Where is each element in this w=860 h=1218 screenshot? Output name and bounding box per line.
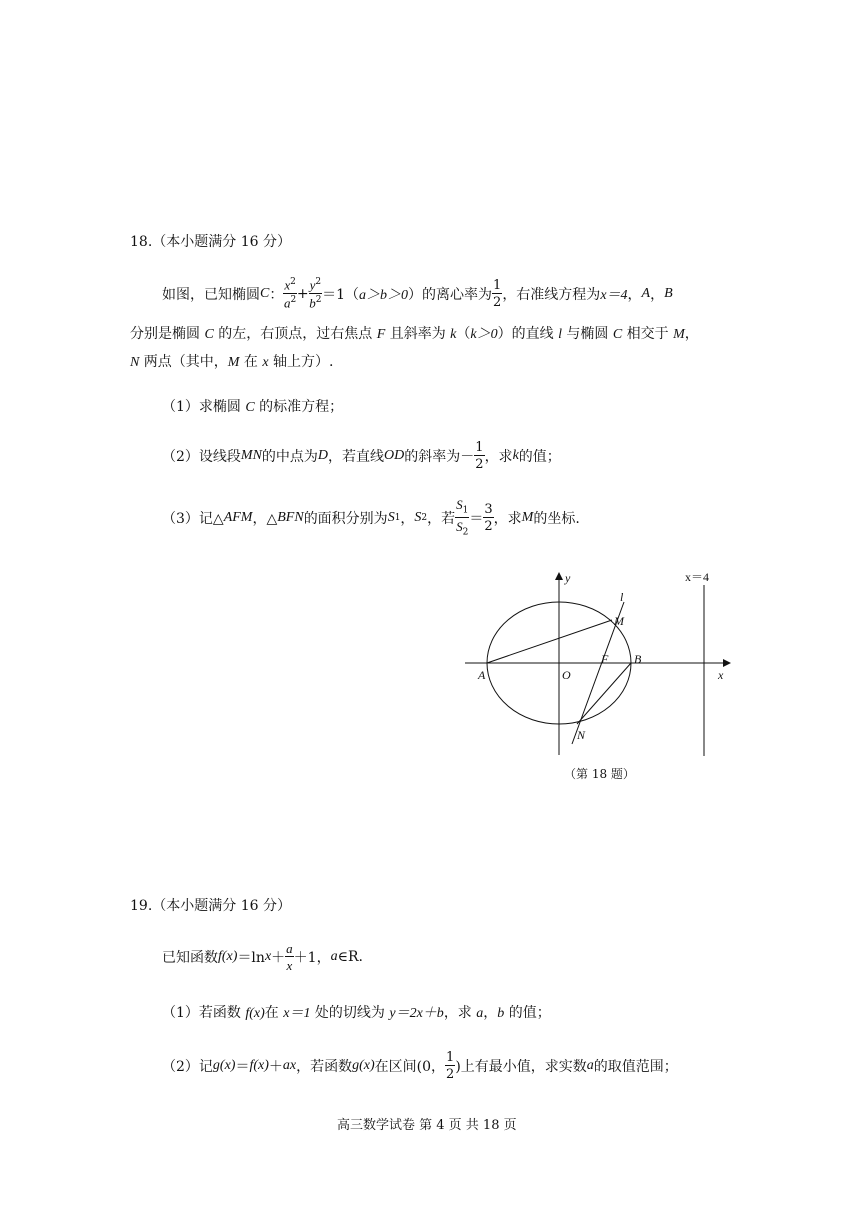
area-ratio-frac: $\frac{S_1}{S_2}$ (456, 497, 469, 538)
interval-half-frac: $\frac{1}{2}$ (446, 1050, 455, 1082)
ellipse-frac-y: $\frac{y^2}{b^2}$ (309, 276, 322, 311)
ratio-value-frac: $\frac{3}{2}$ (484, 502, 493, 534)
label-F: F (601, 652, 609, 666)
segment-BN (577, 663, 631, 724)
q19-header: 19.（本小题满分 16 分） (130, 898, 291, 914)
label-x: x (718, 668, 724, 682)
ellipse-frac-x: $\frac{x^2}{a^2}$ (283, 276, 297, 311)
label-N: N (577, 728, 586, 742)
q18-part3: （3）记△ AFM ，△ BFN 的面积分别为 S 1 ， S 2 ，若 $\frac{S_1}{S_2}$ ＝ $\frac{3}{2}$ ，求 M 的坐标. (162, 497, 580, 538)
label-y: y (565, 571, 571, 585)
q18-intro-line2: 分别是椭圆 C 的左，右顶点，过右焦点 F 且斜率为 k（k＞0）的直线 l 与椭圆 C 相交于 M， (130, 326, 699, 342)
q18-part2: （2）设线段 MN 的中点为 D ，若直线 OD 的斜率为－ $\frac{1}{2}$ ，求 k 的值； (162, 440, 561, 472)
q19-part1: （1）若函数 f(x)在 x＝1 处的切线为 y＝2x＋b，求 a，b 的值； (162, 1005, 551, 1021)
eccentricity-frac: $\frac{1}{2}$ (493, 278, 502, 310)
a-over-x-frac: $\frac{a}{x}$ (286, 941, 293, 973)
figure-caption: （第 18 题） (564, 767, 635, 781)
q18-part1: （1）求椭圆 C 的标准方程； (162, 399, 344, 415)
slope-frac: $\frac{1}{2}$ (475, 440, 484, 472)
q18-intro-line3: N 两点（其中，M 在 x 轴上方）. (130, 354, 334, 370)
label-O: O (562, 668, 571, 682)
q19-intro: 已知函数 f (x) ＝ln x ＋ $\frac{a}{x}$ ＋1， a ∈R. (162, 941, 363, 973)
q18-header: 18.（本小题满分 16 分） (130, 234, 291, 250)
q19-part2: （2）记 g(x) ＝ f(x) ＋ ax ，若函数 g(x) 在区间(0， $\frac{1}{2}$ )上有最小值，求实数 a 的取值范围； (162, 1050, 678, 1082)
label-x4: x＝4 (685, 570, 710, 584)
page-footer: 高三数学试卷 第 4 页 共 18 页 (337, 1118, 517, 1133)
q18-intro-line1: 如图，已知椭圆 C ： $\frac{x^2}{a^2}$ + $\frac{y^2}{b^2}$ ＝1（ a＞b＞0 ）的离心率为 $\frac{1}{2}$ ，右准线方程为 x＝4 ， A ， B (162, 276, 673, 311)
label-B: B (634, 652, 642, 666)
label-l: l (620, 590, 624, 604)
label-M: M (614, 614, 624, 628)
segment-AM (487, 620, 612, 663)
label-A: A (478, 668, 486, 682)
